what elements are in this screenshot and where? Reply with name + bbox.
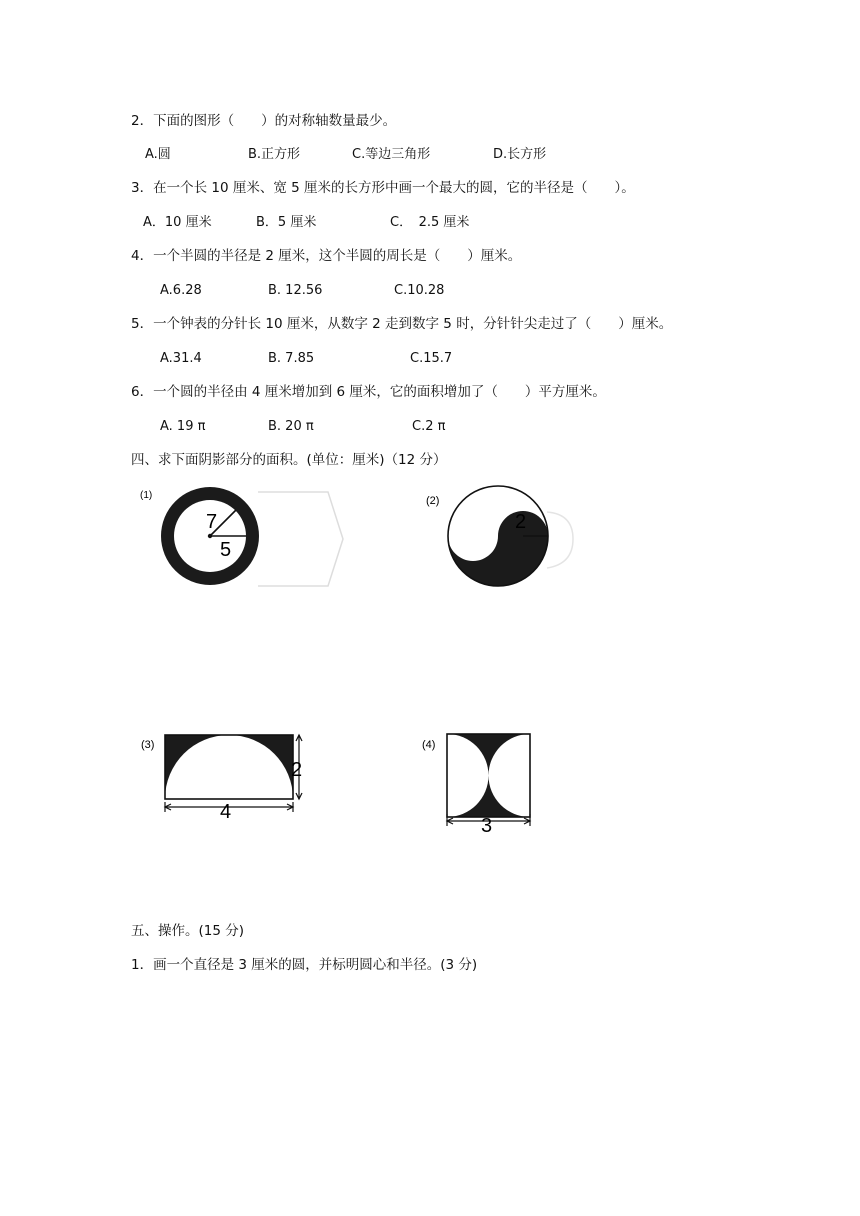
option-b: B. 12.56 xyxy=(268,283,323,298)
figure-label: (3) xyxy=(141,739,155,751)
option-c: C.等边三角形 xyxy=(352,147,431,162)
dimension-label: 5 xyxy=(220,539,232,561)
figure-label: (2) xyxy=(426,495,440,507)
option-a: A.31.4 xyxy=(160,351,202,366)
option-a: A.圆 xyxy=(145,147,171,162)
question-5: 5．一个钟表的分针长 10 厘米，从数字 2 走到数字 5 时，分针针尖走过了（ ）厘米。 xyxy=(131,316,673,332)
dimension-label: 2 xyxy=(515,511,527,533)
question-4: 4．一个半圆的半径是 2 厘米，这个半圆的周长是（ ）厘米。 xyxy=(131,248,522,264)
option-a: A．10 厘米 xyxy=(143,215,212,230)
option-b: B．5 厘米 xyxy=(256,215,317,230)
figure-2-yinyang xyxy=(423,484,583,594)
figure-label: (1) xyxy=(140,490,153,501)
figure-3-semicircle xyxy=(138,718,318,822)
option-c: C． 2.5 厘米 xyxy=(390,215,470,230)
option-a: A.6.28 xyxy=(160,283,202,298)
option-b: B. 7.85 xyxy=(268,351,315,366)
figure-4-square xyxy=(418,728,543,838)
question-2: 2．下面的图形（ ）的对称轴数量最少。 xyxy=(131,113,397,129)
section-5-title: 五、操作。(15 分) xyxy=(131,923,245,939)
option-b: B. 20 π xyxy=(268,419,314,434)
figure-1-ring xyxy=(138,484,348,594)
option-c: C.10.28 xyxy=(394,283,445,298)
section-4-title: 四、求下面阴影部分的面积。(单位：厘米)（12 分） xyxy=(131,452,447,468)
dimension-label: 2 xyxy=(291,759,303,781)
dimension-label: 7 xyxy=(206,511,218,533)
option-c: C.15.7 xyxy=(410,351,453,366)
figure-label: (4) xyxy=(422,739,436,751)
question-3: 3．在一个长 10 厘米、宽 5 厘米的长方形中画一个最大的圆，它的半径是（ ）。 xyxy=(131,180,635,196)
dimension-label: 4 xyxy=(220,801,232,822)
option-d: D.长方形 xyxy=(493,147,547,162)
dimension-label: 3 xyxy=(481,815,493,837)
option-a: A. 19 π xyxy=(160,419,206,434)
section-5-question-1: 1．画一个直径是 3 厘米的圆，并标明圆心和半径。(3 分) xyxy=(131,957,478,973)
question-6: 6．一个圆的半径由 4 厘米增加到 6 厘米，它的面积增加了（ ）平方厘米。 xyxy=(131,384,606,400)
option-c: C.2 π xyxy=(412,419,446,434)
option-b: B.正方形 xyxy=(248,147,301,162)
